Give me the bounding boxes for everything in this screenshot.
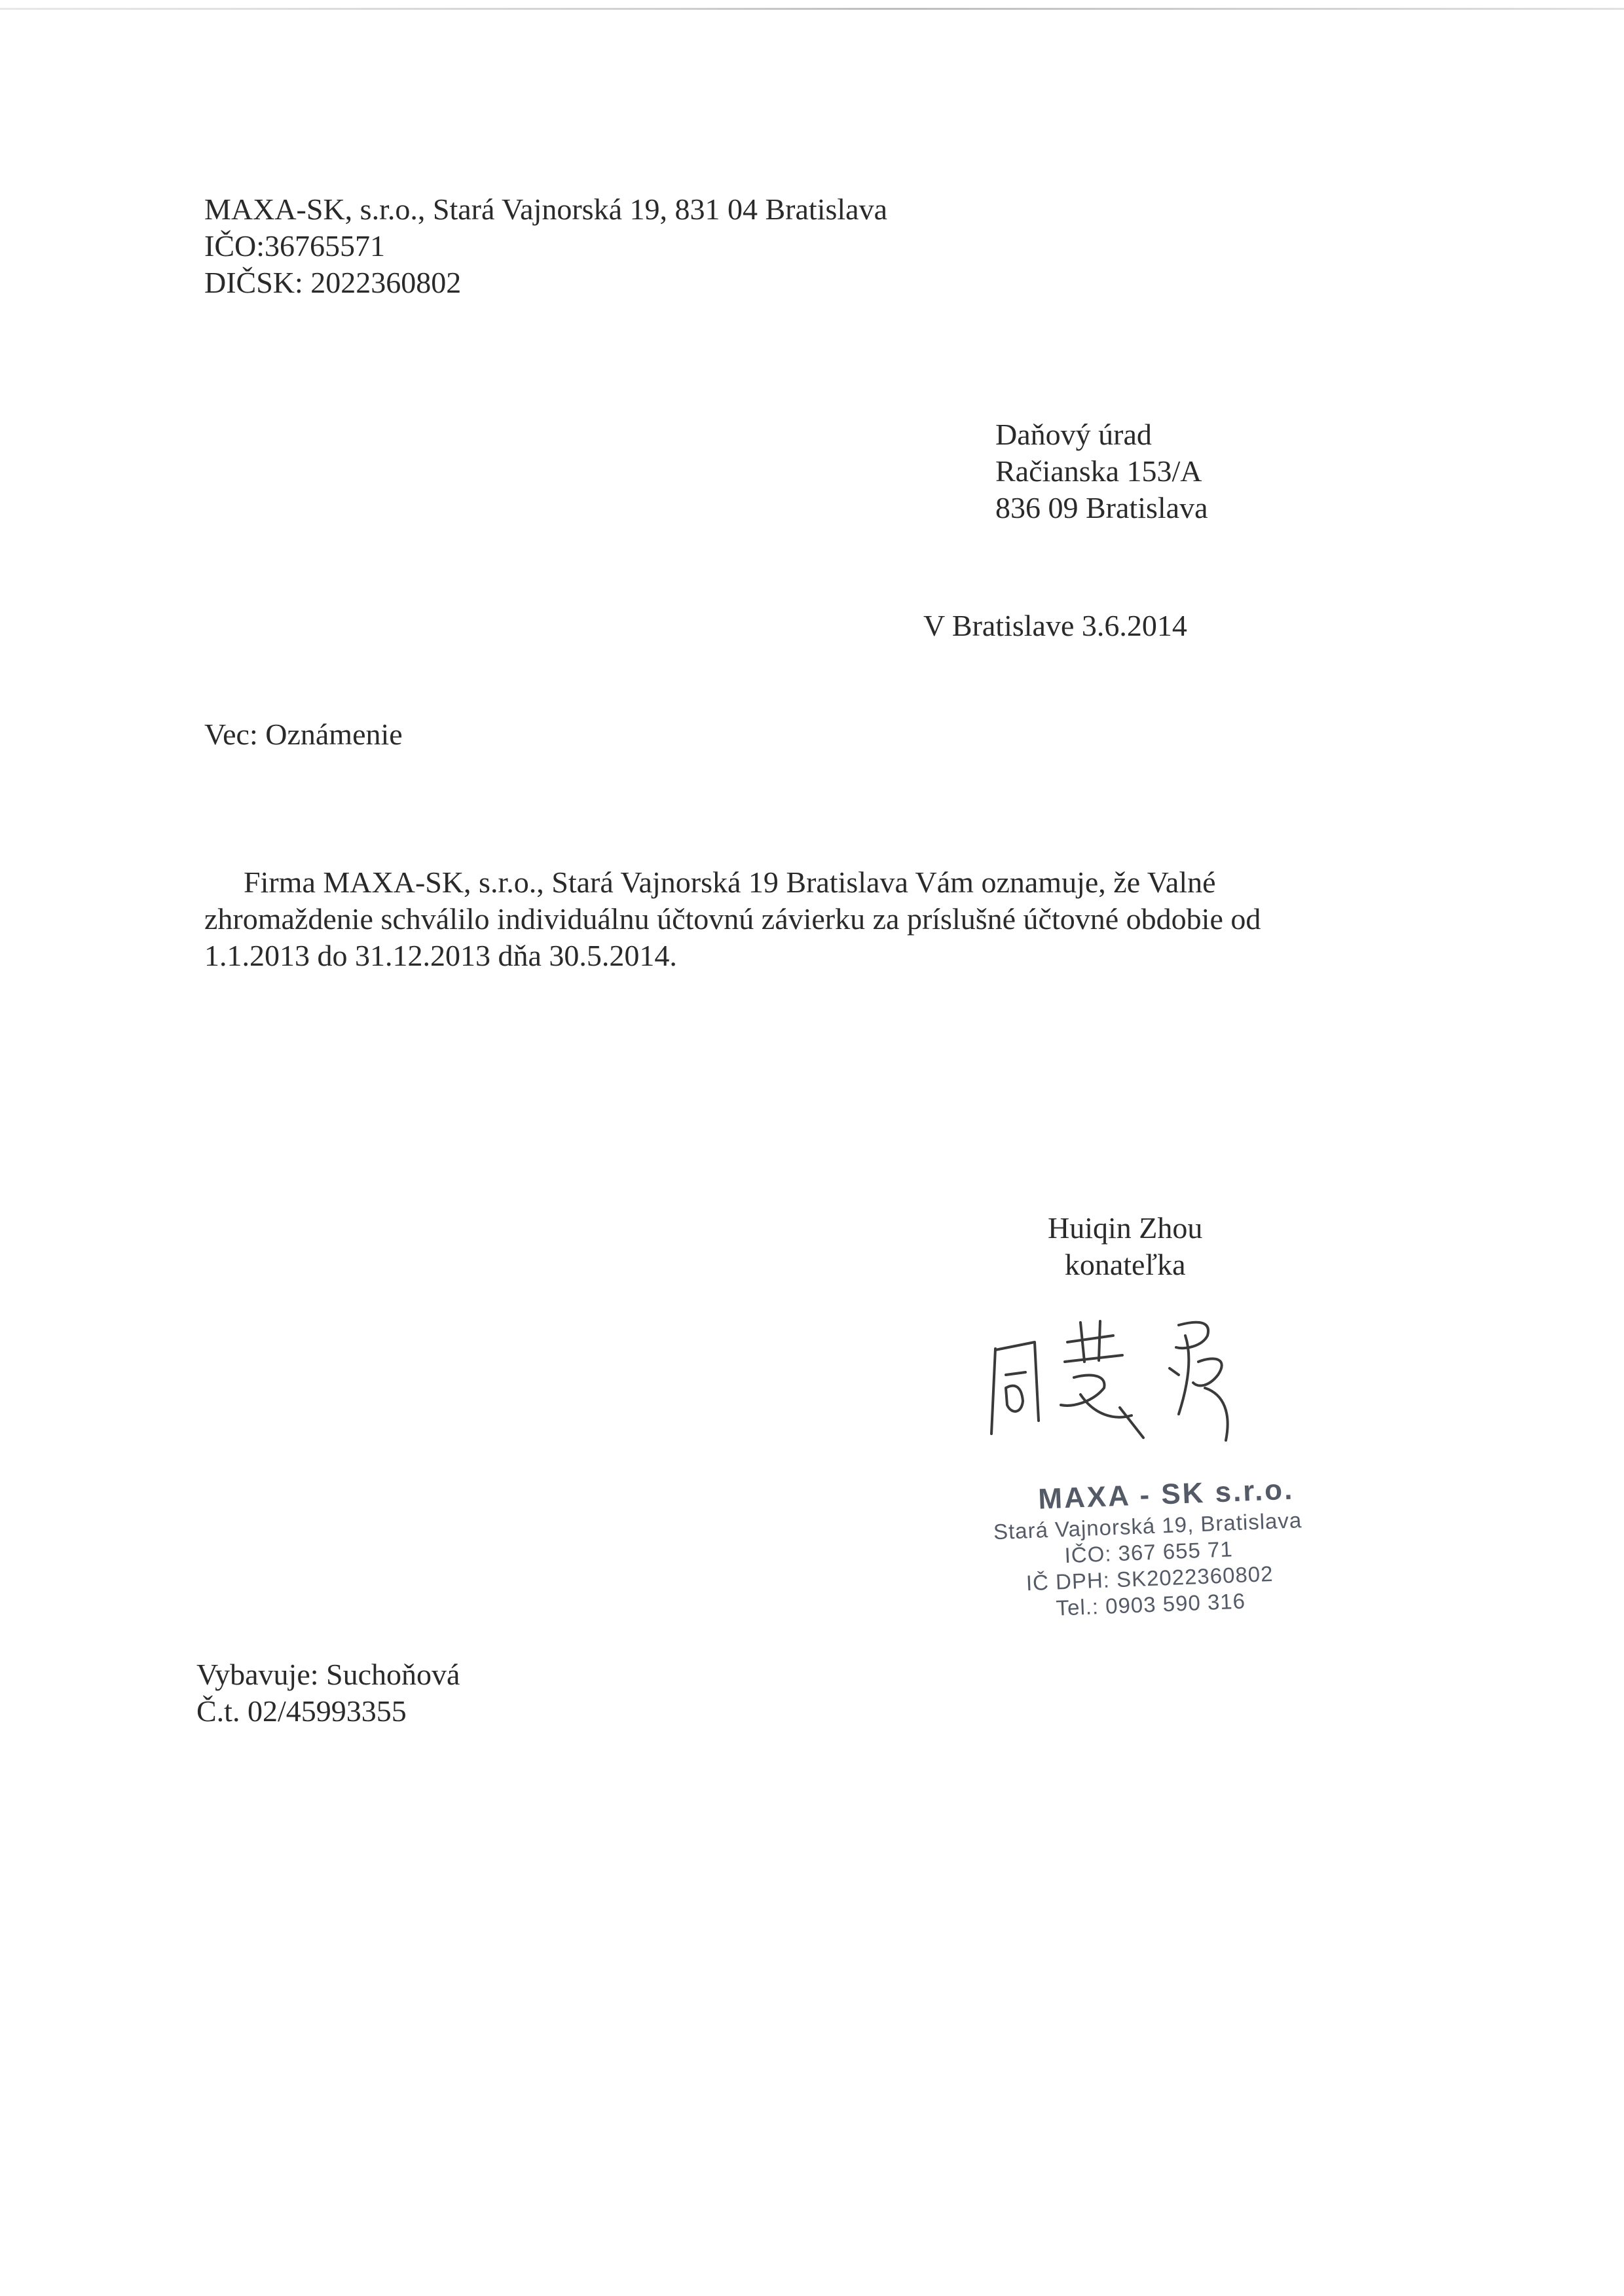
body-line-3: 1.1.2013 do 31.12.2013 dňa 30.5.2014. [204, 939, 677, 972]
company-stamp [963, 1471, 1335, 1625]
sender-dic-line: DIČSK: 2022360802 [204, 266, 462, 299]
sender-address-block [204, 191, 887, 301]
recipient-street: Račianska 153/A [995, 454, 1202, 488]
signatory-role: konateľka [1064, 1248, 1186, 1281]
handled-by-phone: Č.t. 02/45993355 [196, 1694, 407, 1728]
stamp-phone: Tel.: 0903 590 316 [1055, 1588, 1246, 1620]
sender-company-line: MAXA-SK, s.r.o., Stará Vajnorská 19, 831 04 Bratislava [204, 192, 887, 226]
handled-by-block [196, 1656, 460, 1730]
signatory-block [1048, 1210, 1202, 1283]
handled-by-name: Vybavuje: Suchoňová [196, 1658, 460, 1691]
stamp-address: Stará Vajnorská 19, Bratislava [993, 1508, 1302, 1544]
signatory-name: Huiqin Zhou [1048, 1211, 1203, 1245]
letter-subject: Vec: Oznámenie [204, 718, 403, 751]
body-line-1: Firma MAXA-SK, s.r.o., Stará Vajnorská 19 Bratislava Vám oznamuje, že Valné [244, 866, 1216, 899]
place-and-date: V Bratislave 3.6.2014 [923, 609, 1187, 642]
stamp-ico: IČO: 367 655 71 [1063, 1537, 1234, 1568]
recipient-name: Daňový úrad [995, 418, 1152, 451]
stamp-ic-dph: IČ DPH: SK2022360802 [1025, 1561, 1274, 1595]
stamp-company-name: MAXA - SK s.r.o. [1037, 1473, 1295, 1516]
scan-edge-line [0, 8, 1624, 10]
recipient-city: 836 09 Bratislava [995, 491, 1208, 524]
handwritten-signature [982, 1309, 1257, 1460]
recipient-address-block [995, 416, 1208, 526]
body-line-2: zhromaždenie schválilo individuálnu účtovnú závierku za príslušné účtovné obdobie od [204, 902, 1261, 936]
letter-body [204, 864, 1344, 974]
sender-ico-line: IČO:36765571 [204, 229, 385, 263]
